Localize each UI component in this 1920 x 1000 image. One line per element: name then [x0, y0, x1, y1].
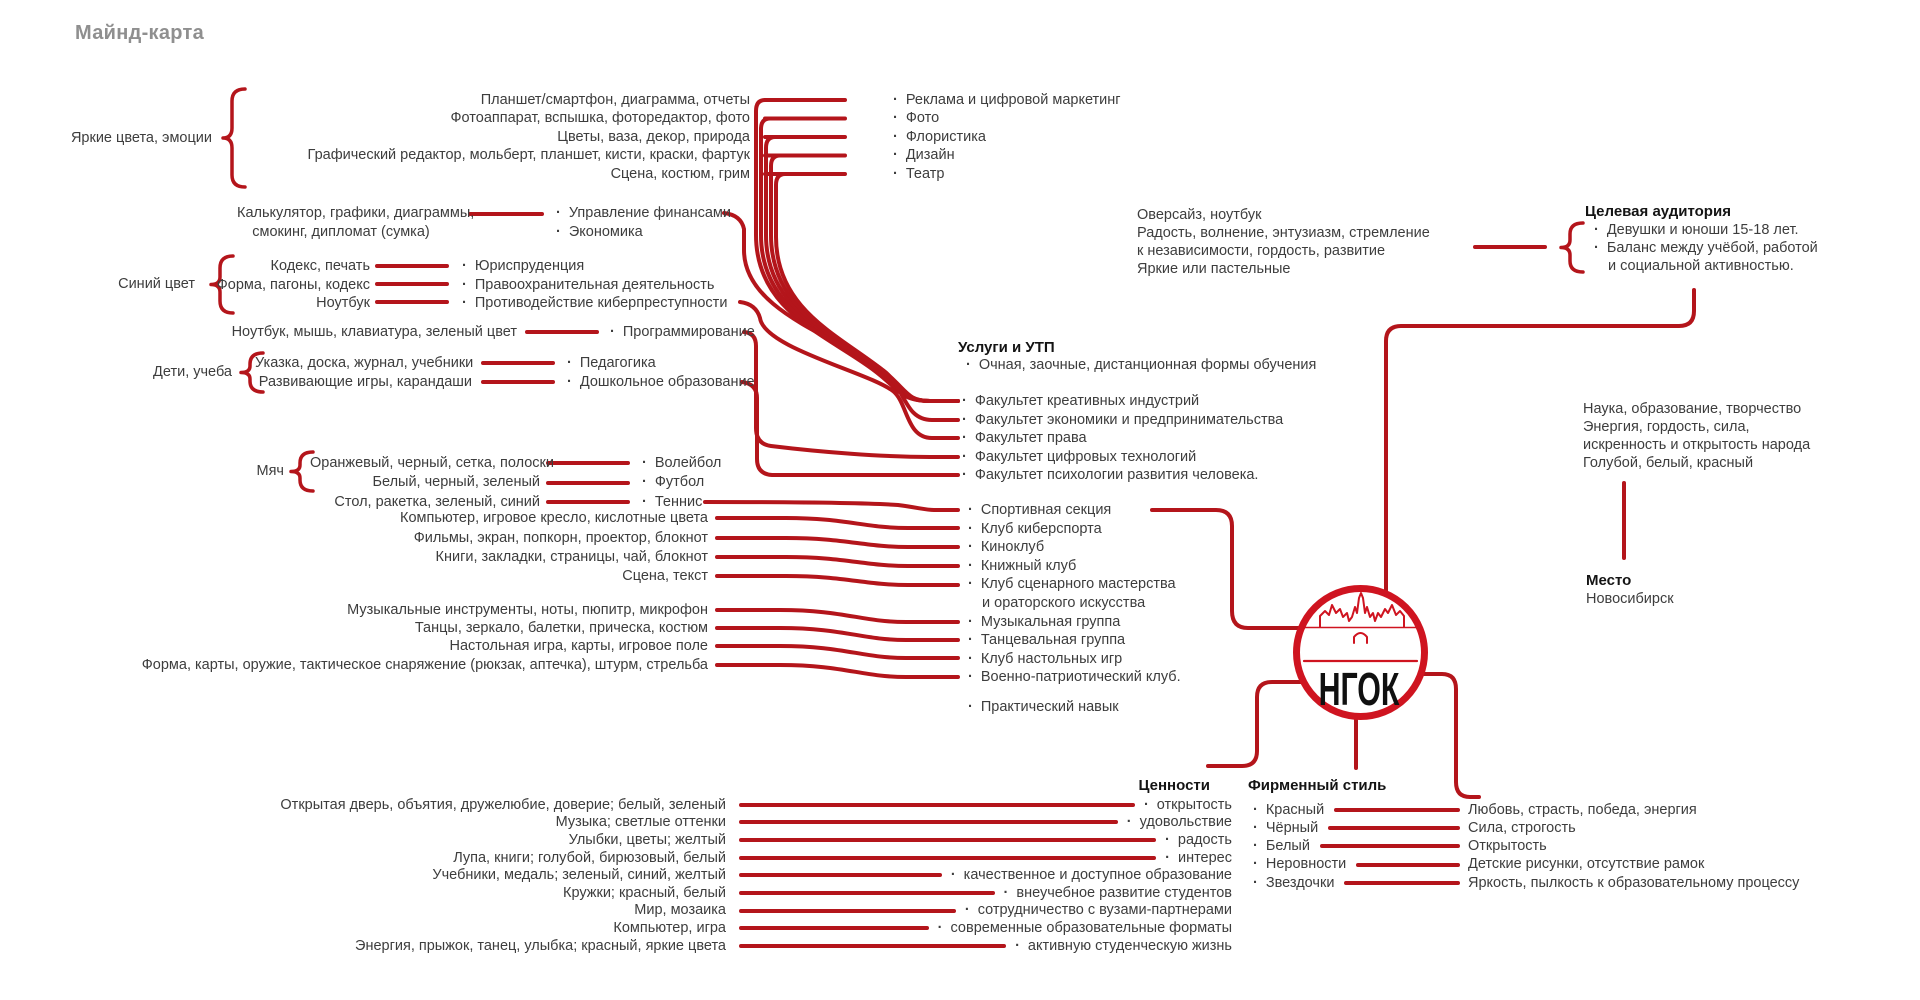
audience-item: · Баланс между учёбой, работой [1594, 239, 1818, 258]
audience-description [1137, 206, 1430, 279]
profession-node: · Волейбол [642, 454, 721, 473]
sign-text: Стол, ракетка, зеленый, синий [334, 493, 540, 510]
audience-desc-line: к независимости, гордость, развитие [1137, 243, 1386, 260]
sign-text: Фильмы, экран, попкорн, проектор, блокнот [413, 530, 708, 546]
sign-text: Музыка; светлые оттенки [555, 814, 726, 831]
sign-text: Развивающие игры, карандаши [258, 373, 472, 390]
branch-ball [310, 454, 721, 512]
service-node: · Практический навык [968, 698, 1119, 717]
value-node: · открытость [1144, 796, 1232, 815]
club-node: · Клуб киберспорта [968, 520, 1102, 539]
value-node: · современные образовательные форматы [938, 919, 1232, 938]
value-node: · сотрудничество с вузами-партнерами [965, 901, 1232, 920]
place-heading: Место [1586, 572, 1632, 589]
audience-items [1594, 221, 1818, 276]
audience-item: · Девушки и юноши 15-18 лет. [1594, 221, 1799, 240]
sign-text: Кружки; красный, белый [563, 884, 726, 901]
club-node: · Танцевальная группа [968, 631, 1125, 650]
branch-label-ball: Мяч [256, 463, 284, 479]
sign-text: Мир, мозаика [634, 902, 726, 919]
club-node: · Спортивная секция [968, 501, 1111, 520]
sign-text: Танцы, зеркало, балетки, прическа, костюм [414, 620, 708, 636]
profession-node: · Реклама и цифровой маркетинг [893, 91, 1121, 110]
style-element: · Звездочки [1253, 874, 1334, 893]
audience-desc-line: Оверсайз, ноутбук [1137, 206, 1262, 223]
branch-label-kids: Дети, учеба [153, 364, 232, 380]
sign-text: Лупа, книги; голубой, бирюзовый, белый [453, 849, 726, 866]
club-node: · Клуб настольных игр [968, 650, 1122, 669]
style-element: · Белый [1253, 837, 1310, 856]
value-node: · удовольствие [1127, 813, 1232, 832]
style-elements [1253, 801, 1460, 892]
profession-node: · Фото [893, 109, 939, 128]
sign-text: Компьютер, игра [613, 920, 726, 937]
sign-text: Учебники, медаль; зеленый, синий, желтый [432, 867, 726, 884]
logo-text: НГОК [1318, 664, 1400, 716]
profession-node: · Экономика [556, 223, 643, 242]
audience-heading: Целевая аудитория [1585, 203, 1731, 220]
style-element: · Неровности [1253, 855, 1346, 874]
faculty-node: · Факультет права [962, 429, 1087, 448]
sign-text: Оранжевый, черный, сетка, полоски [310, 454, 554, 471]
branch-label-bright: Яркие цвета, эмоции [70, 130, 212, 146]
country-line: Энергия, гордость, сила, [1583, 419, 1750, 436]
profession-node: · Управление финансами [556, 204, 731, 223]
ngok-logo [1297, 589, 1425, 717]
sign-text: Форма, пагоны, кодекс [216, 276, 370, 293]
country-line: Наука, образование, творчество [1583, 400, 1802, 417]
sign-text: Сцена, костюм, грим [610, 165, 750, 182]
sign-text: Открытая дверь, объятия, дружелюбие, доверие; белый, зеленый [280, 796, 726, 813]
faculty-node: · Факультет цифровых технологий [962, 448, 1196, 467]
profession-node: · Театр [893, 165, 944, 184]
value-node: · качественное и доступное образование [951, 866, 1232, 885]
branch-blue [210, 257, 727, 313]
branch-finance-signs [237, 204, 475, 241]
sign-text: смокинг, дипломат (сумка) [252, 223, 430, 240]
clubs-list [968, 501, 1181, 687]
place-value: Новосибирск [1586, 591, 1674, 607]
branch-bright [230, 91, 1121, 184]
service-node: · Очная, заочные, дистанционная формы обучения [966, 356, 1316, 375]
style-element: · Красный [1253, 801, 1324, 820]
style-element: · Чёрный [1253, 819, 1318, 838]
value-node: · радость [1165, 831, 1232, 850]
sign-text: Ноутбук [316, 295, 370, 311]
sign-text: Книги, закладки, страницы, чай, блокнот [435, 549, 708, 565]
style-meaning: Открытость [1468, 838, 1547, 855]
faculty-node: · Факультет креативных индустрий [962, 392, 1199, 411]
profession-node: · Противодействие киберпреступности [462, 294, 727, 313]
sign-text: Форма, карты, оружие, тактическое снаряжение (рюкзак, аптечка), штурм, стрельба [141, 657, 708, 673]
audience-item-continuation: и социальной активностью. [1608, 258, 1794, 275]
brace-icon-audience [1561, 223, 1583, 272]
sign-text: Сцена, текст [622, 568, 708, 584]
profession-node: · Дошкольное образование [567, 373, 755, 392]
values-heading: Ценности [1138, 777, 1210, 794]
club-node: · Музыкальная группа [968, 613, 1120, 632]
sign-text: Графический редактор, мольберт, планшет, кисти, краски, фартук [307, 147, 750, 164]
sign-text: Улыбки, цветы; желтый [568, 831, 726, 848]
sign-text: Музыкальные инструменты, ноты, пюпитр, микрофон [347, 602, 708, 618]
services-heading: Услуги и УТП [958, 339, 1055, 356]
audience-desc-line: Яркие или пастельные [1137, 261, 1291, 278]
branch-kids [255, 354, 755, 391]
style-meaning: Яркость, пылкость к образовательному процессу [1468, 874, 1800, 891]
sign-text: Кодекс, печать [270, 258, 370, 274]
profession-node: · Флористика [893, 128, 986, 147]
country-line: Голубой, белый, красный [1583, 455, 1754, 472]
club-node: · Киноклуб [968, 538, 1044, 557]
faculty-node: · Факультет экономики и предпринимательства [962, 411, 1283, 430]
branch-programming [230, 323, 755, 342]
style-meaning: Сила, строгость [1468, 820, 1576, 837]
style-meanings [1468, 801, 1799, 892]
profession-node: · Футбол [642, 473, 704, 492]
profession-node: · Правоохранительная деятельность [462, 276, 714, 295]
sign-text: Калькулятор, графики, диаграммы, [237, 205, 475, 221]
profession-node: · Программирование [610, 323, 755, 342]
faculties-list [962, 392, 1283, 485]
branch-label-blue: Синий цвет [118, 276, 195, 292]
sign-text: Белый, черный, зеленый [372, 474, 540, 491]
value-node: · внеучебное развитие студентов [1004, 884, 1232, 903]
sign-text: Ноутбук, мышь, клавиатура, зеленый цвет [231, 324, 517, 340]
club-node: · Военно-патриотический клуб. [968, 668, 1181, 687]
sign-text: Планшет/смартфон, диаграмма, отчеты [480, 91, 750, 108]
club-node: · Книжный клуб [968, 557, 1076, 576]
audience-desc-line: Радость, волнение, энтузиазм, стремление [1137, 225, 1430, 242]
club-node: · Клуб сценарного мастерства [968, 575, 1176, 594]
profession-node: · Педагогика [567, 354, 656, 373]
club-node-continuation: и ораторского искусства [982, 595, 1146, 612]
profession-node: · Дизайн [893, 146, 955, 165]
faculty-node: · Факультет психологии развития человека. [962, 466, 1258, 485]
style-meaning: Любовь, страсть, победа, энергия [1468, 801, 1697, 818]
branch-finance-items [556, 204, 731, 241]
sign-text: Цветы, ваза, декор, природа [557, 128, 750, 145]
country-block [1583, 400, 1810, 473]
value-node: · интерес [1165, 849, 1232, 868]
profession-node: · Юриспруденция [462, 257, 584, 276]
style-meaning: Детские рисунки, отсутствие рамок [1468, 856, 1705, 873]
sign-text: Фотоаппарат, вспышка, фоторедактор, фото [450, 110, 750, 127]
sign-text: Энергия, прыжок, танец, улыбка; красный, яркие цвета [355, 937, 726, 954]
sign-text: Компьютер, игровое кресло, кислотные цвета [400, 510, 708, 526]
sign-text: Настольная игра, карты, игровое поле [449, 638, 708, 654]
values-rows [265, 796, 1232, 955]
sign-text: Указка, доска, журнал, учебники [255, 355, 474, 371]
profession-node: · Теннис [642, 493, 702, 512]
page-title: Майнд-карта [75, 22, 205, 44]
country-line: искренность и открытость народа [1583, 437, 1811, 454]
style-heading: Фирменный стиль [1248, 777, 1387, 794]
value-node: · активную студенческую жизнь [1015, 937, 1232, 956]
